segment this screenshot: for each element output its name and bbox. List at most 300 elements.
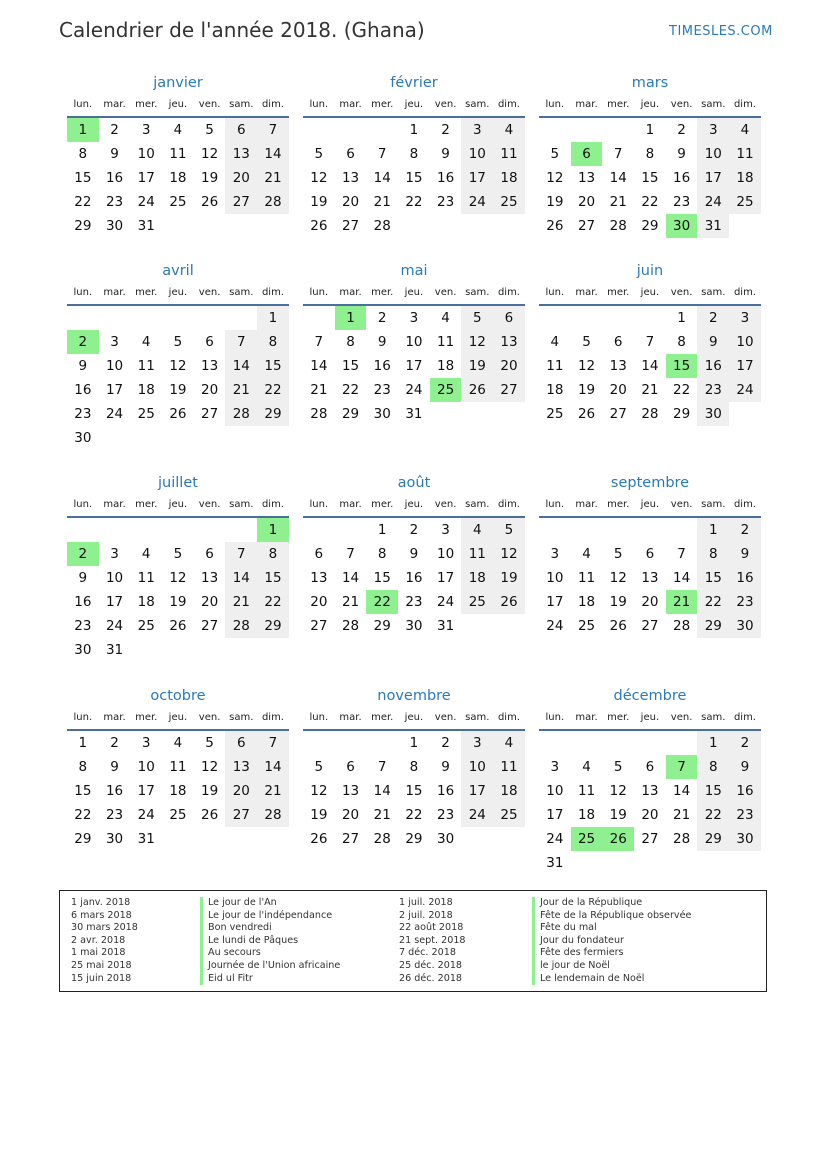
day-cell: 30 xyxy=(105,831,124,847)
day-cell: 3 xyxy=(461,118,493,142)
legend-holiday-name: Fête des fermiers xyxy=(532,947,691,960)
weekday-label: sam. xyxy=(701,99,726,110)
day-cell: 3 xyxy=(441,522,450,538)
day-cell: 17 xyxy=(546,594,564,610)
legend-date: 6 mars 2018 xyxy=(71,909,132,921)
week-row xyxy=(539,306,761,330)
day-cell: 10 xyxy=(546,783,564,799)
day-cell: 19 xyxy=(310,194,328,210)
day-cell: 23 xyxy=(74,618,92,634)
week-row xyxy=(67,779,289,803)
week-row xyxy=(67,330,289,354)
day-cell: 26 xyxy=(169,618,187,634)
day-cell: 3 xyxy=(141,122,151,138)
empty-day-cell xyxy=(729,214,761,238)
weekday-label: lun. xyxy=(545,99,565,110)
day-cell: 23 xyxy=(673,194,691,210)
day-cell: 19 xyxy=(201,783,219,799)
day-cell: 15 xyxy=(666,354,698,378)
weekday-label: ven. xyxy=(434,712,457,723)
weekday-label: sam. xyxy=(465,287,490,298)
day-cell: 2 xyxy=(67,330,99,354)
day-cell: 5 xyxy=(550,146,560,162)
day-cell: 28 xyxy=(673,831,691,847)
empty-day-cell xyxy=(697,851,729,875)
day-cell: 30 xyxy=(666,214,698,238)
day-cell: 13 xyxy=(225,142,257,166)
day-cell: 10 xyxy=(546,570,564,586)
day-cell: 18 xyxy=(729,166,761,190)
day-cell: 27 xyxy=(341,218,360,234)
day-cell: 26 xyxy=(602,827,634,851)
day-cell: 21 xyxy=(609,194,627,210)
empty-day-cell xyxy=(67,306,99,330)
day-cell: 28 xyxy=(373,831,391,847)
weekday-label: mar. xyxy=(339,99,362,110)
weekday-label: dim. xyxy=(733,287,756,298)
empty-day-cell xyxy=(162,306,194,330)
day-cell: 27 xyxy=(577,218,596,234)
day-cell: 4 xyxy=(141,546,151,562)
legend-holiday-name: Bon vendredi xyxy=(200,922,340,935)
page-title: Calendrier de l'année 2018. (Ghana) xyxy=(59,18,425,42)
day-cell: 24 xyxy=(405,382,423,398)
empty-day-cell xyxy=(257,638,289,662)
month-block xyxy=(67,260,289,450)
week-row xyxy=(539,827,761,851)
month-block xyxy=(539,260,761,426)
day-cell: 16 xyxy=(697,354,729,378)
day-cell: 7 xyxy=(666,755,698,779)
week-row xyxy=(303,755,525,779)
day-cell: 24 xyxy=(137,194,155,210)
day-cell: 11 xyxy=(437,334,455,350)
day-cell: 10 xyxy=(105,570,124,586)
empty-day-cell xyxy=(130,306,162,330)
week-row xyxy=(303,518,525,542)
day-cell: 10 xyxy=(461,755,493,779)
day-cell: 7 xyxy=(377,759,387,775)
weekday-label: sam. xyxy=(701,287,726,298)
weekday-label: mer. xyxy=(371,712,394,723)
weekday-label: lun. xyxy=(545,287,565,298)
weekday-label: jeu. xyxy=(168,287,188,298)
empty-day-cell xyxy=(99,306,131,330)
week-row xyxy=(303,779,525,803)
day-cell: 1 xyxy=(697,731,729,755)
day-cell: 5 xyxy=(493,518,525,542)
day-cell: 22 xyxy=(74,807,92,823)
day-cell: 14 xyxy=(373,170,391,186)
month-name: juillet xyxy=(158,475,198,491)
empty-day-cell xyxy=(366,731,398,755)
day-cell: 16 xyxy=(373,358,391,374)
day-cell: 14 xyxy=(373,783,391,799)
empty-day-cell xyxy=(602,851,634,875)
empty-day-cell xyxy=(194,518,226,542)
day-cell: 9 xyxy=(409,546,419,562)
day-cell: 26 xyxy=(493,590,525,614)
day-cell: 11 xyxy=(546,358,564,374)
day-cell: 29 xyxy=(405,831,423,847)
empty-day-cell xyxy=(729,402,761,426)
legend-date: 30 mars 2018 xyxy=(71,922,138,934)
day-cell: 6 xyxy=(493,306,525,330)
day-cell: 27 xyxy=(201,406,219,422)
weekday-label: jeu. xyxy=(404,99,424,110)
weekday-label: dim. xyxy=(497,99,520,110)
day-cell: 27 xyxy=(310,618,328,634)
day-cell: 21 xyxy=(666,590,698,614)
day-cell: 4 xyxy=(729,118,761,142)
day-cell: 18 xyxy=(577,807,596,823)
day-cell: 12 xyxy=(461,330,493,354)
empty-day-cell xyxy=(257,827,289,851)
day-cell: 27 xyxy=(641,831,659,847)
week-row xyxy=(67,755,289,779)
day-cell: 2 xyxy=(729,518,761,542)
day-cell: 29 xyxy=(673,406,691,422)
week-row xyxy=(67,142,289,166)
day-cell: 9 xyxy=(441,759,450,775)
day-cell: 14 xyxy=(673,783,691,799)
day-cell: 18 xyxy=(437,358,455,374)
day-cell: 28 xyxy=(609,218,627,234)
empty-day-cell xyxy=(225,426,257,450)
empty-day-cell xyxy=(430,214,462,238)
month-block xyxy=(67,685,289,851)
day-cell: 29 xyxy=(257,614,289,638)
day-cell: 8 xyxy=(78,759,88,775)
legend-date: 2 avr. 2018 xyxy=(71,934,126,946)
day-cell: 23 xyxy=(373,382,391,398)
day-cell: 10 xyxy=(137,759,155,775)
weekday-label: dim. xyxy=(261,99,284,110)
day-cell: 5 xyxy=(314,759,324,775)
day-cell: 12 xyxy=(310,170,328,186)
day-cell: 13 xyxy=(201,570,219,586)
weekday-label: jeu. xyxy=(640,499,660,510)
weekday-label: mar. xyxy=(103,287,126,298)
empty-day-cell xyxy=(335,118,367,142)
day-cell: 6 xyxy=(314,546,324,562)
day-cell: 1 xyxy=(409,735,419,751)
empty-day-cell xyxy=(303,731,335,755)
weekday-header xyxy=(303,94,525,118)
day-cell: 19 xyxy=(577,382,596,398)
day-cell: 5 xyxy=(173,334,183,350)
day-cell: 22 xyxy=(74,194,92,210)
day-cell: 10 xyxy=(405,334,423,350)
day-cell: 19 xyxy=(493,566,525,590)
week-row xyxy=(67,731,289,755)
day-cell: 29 xyxy=(641,218,659,234)
empty-day-cell xyxy=(602,118,634,142)
weekday-header xyxy=(303,494,525,518)
day-cell: 22 xyxy=(641,194,659,210)
day-cell: 16 xyxy=(74,594,92,610)
week-row xyxy=(303,542,525,566)
week-row xyxy=(539,214,761,238)
day-cell: 19 xyxy=(310,807,328,823)
weekday-label: dim. xyxy=(733,712,756,723)
brand-link[interactable]: TIMESLES.COM xyxy=(669,24,773,39)
week-row xyxy=(303,354,525,378)
weekday-label: sam. xyxy=(465,99,490,110)
day-cell: 24 xyxy=(546,831,564,847)
weekday-label: ven. xyxy=(670,712,693,723)
legend-date: 21 sept. 2018 xyxy=(399,934,466,946)
day-cell: 31 xyxy=(137,218,155,234)
week-row xyxy=(67,518,289,542)
legend-right-dates xyxy=(399,897,466,985)
legend-holiday-name: Fête de la République observée xyxy=(532,910,691,923)
day-cell: 4 xyxy=(493,731,525,755)
empty-day-cell xyxy=(162,214,194,238)
month-block xyxy=(67,72,289,238)
empty-day-cell xyxy=(430,402,462,426)
week-row xyxy=(67,638,289,662)
day-cell: 15 xyxy=(641,170,659,186)
weekday-label: ven. xyxy=(198,287,221,298)
day-cell: 6 xyxy=(346,759,355,775)
weekday-label: lun. xyxy=(73,499,93,510)
day-cell: 7 xyxy=(257,118,289,142)
empty-day-cell xyxy=(461,402,493,426)
day-cell: 20 xyxy=(341,807,360,823)
weekday-label: lun. xyxy=(309,287,329,298)
day-cell: 8 xyxy=(257,330,289,354)
empty-day-cell xyxy=(493,402,525,426)
day-cell: 18 xyxy=(493,166,525,190)
day-cell: 12 xyxy=(546,170,564,186)
legend-date: 2 juil. 2018 xyxy=(399,909,453,921)
legend-date: 15 juin 2018 xyxy=(71,972,132,984)
day-cell: 6 xyxy=(613,334,623,350)
week-row xyxy=(67,118,289,142)
weekday-label: dim. xyxy=(261,287,284,298)
day-cell: 15 xyxy=(405,783,423,799)
week-row xyxy=(303,142,525,166)
week-row xyxy=(539,851,761,875)
weekday-header xyxy=(67,707,289,731)
day-cell: 1 xyxy=(257,306,289,330)
day-cell: 14 xyxy=(225,354,257,378)
weekday-label: sam. xyxy=(701,712,726,723)
empty-day-cell xyxy=(461,614,493,638)
day-cell: 1 xyxy=(697,518,729,542)
legend-holiday-name: Le jour de l'indépendance xyxy=(200,910,340,923)
day-cell: 3 xyxy=(409,310,419,326)
day-cell: 5 xyxy=(613,759,623,775)
day-cell: 21 xyxy=(225,378,257,402)
day-cell: 15 xyxy=(74,170,92,186)
legend-date: 1 mai 2018 xyxy=(71,947,126,959)
empty-day-cell xyxy=(130,518,162,542)
week-row xyxy=(67,378,289,402)
week-row xyxy=(67,542,289,566)
weekday-label: mer. xyxy=(371,499,394,510)
week-row xyxy=(539,142,761,166)
day-cell: 8 xyxy=(409,146,419,162)
week-row xyxy=(539,518,761,542)
day-cell: 18 xyxy=(493,779,525,803)
day-cell: 15 xyxy=(405,170,423,186)
day-cell: 4 xyxy=(493,118,525,142)
legend-holiday-name: Le lundi de Pâques xyxy=(200,935,340,948)
day-cell: 1 xyxy=(645,122,655,138)
day-cell: 23 xyxy=(437,807,455,823)
empty-day-cell xyxy=(634,306,666,330)
day-cell: 27 xyxy=(641,618,659,634)
day-cell: 28 xyxy=(257,190,289,214)
day-cell: 9 xyxy=(729,542,761,566)
empty-day-cell xyxy=(303,306,335,330)
day-cell: 10 xyxy=(437,546,455,562)
day-cell: 30 xyxy=(729,827,761,851)
day-cell: 13 xyxy=(609,358,627,374)
week-row xyxy=(67,803,289,827)
weekday-label: jeu. xyxy=(404,499,424,510)
day-cell: 17 xyxy=(697,166,729,190)
day-cell: 20 xyxy=(201,382,219,398)
day-cell: 16 xyxy=(405,570,423,586)
weekday-label: lun. xyxy=(73,287,93,298)
weekday-label: mar. xyxy=(575,99,598,110)
day-cell: 20 xyxy=(641,594,659,610)
day-cell: 24 xyxy=(437,594,455,610)
day-cell: 29 xyxy=(74,831,92,847)
day-cell: 5 xyxy=(205,122,214,138)
day-cell: 26 xyxy=(577,406,596,422)
day-cell: 9 xyxy=(441,146,450,162)
empty-day-cell xyxy=(539,118,571,142)
day-cell: 2 xyxy=(110,122,119,138)
day-cell: 4 xyxy=(141,334,151,350)
day-cell: 8 xyxy=(78,146,88,162)
empty-day-cell xyxy=(461,827,493,851)
day-cell: 16 xyxy=(729,779,761,803)
day-cell: 11 xyxy=(729,142,761,166)
empty-day-cell xyxy=(634,518,666,542)
day-cell: 22 xyxy=(697,590,729,614)
day-cell: 28 xyxy=(641,406,659,422)
day-cell: 23 xyxy=(74,406,92,422)
day-cell: 23 xyxy=(729,803,761,827)
day-cell: 7 xyxy=(314,334,324,350)
day-cell: 25 xyxy=(430,378,462,402)
day-cell: 8 xyxy=(257,542,289,566)
day-cell: 12 xyxy=(201,759,219,775)
legend-holiday-name: le jour de Noël xyxy=(532,960,691,973)
week-row xyxy=(303,566,525,590)
day-cell: 25 xyxy=(493,190,525,214)
legend-date: 25 déc. 2018 xyxy=(399,959,463,971)
month-name: octobre xyxy=(150,688,206,704)
day-cell: 16 xyxy=(74,382,92,398)
day-cell: 25 xyxy=(137,618,155,634)
empty-day-cell xyxy=(666,518,698,542)
day-cell: 25 xyxy=(493,803,525,827)
week-row xyxy=(539,118,761,142)
weekday-label: sam. xyxy=(229,99,254,110)
day-cell: 8 xyxy=(645,146,655,162)
day-cell: 24 xyxy=(105,406,124,422)
day-cell: 7 xyxy=(645,334,655,350)
weekday-label: ven. xyxy=(434,287,457,298)
day-cell: 11 xyxy=(137,358,155,374)
weekday-label: jeu. xyxy=(404,287,424,298)
day-cell: 30 xyxy=(74,642,92,658)
week-row xyxy=(303,306,525,330)
empty-day-cell xyxy=(539,518,571,542)
day-cell: 2 xyxy=(677,122,686,138)
day-cell: 27 xyxy=(341,831,360,847)
weekday-label: mer. xyxy=(607,287,630,298)
weekday-label: sam. xyxy=(229,287,254,298)
weekday-label: mer. xyxy=(135,712,158,723)
day-cell: 15 xyxy=(341,358,360,374)
month-block xyxy=(303,72,525,238)
weekday-label: mer. xyxy=(607,99,630,110)
weekday-label: ven. xyxy=(670,499,693,510)
week-row xyxy=(539,330,761,354)
day-cell: 13 xyxy=(310,570,328,586)
empty-day-cell xyxy=(303,118,335,142)
month-name: janvier xyxy=(153,75,203,91)
day-cell: 30 xyxy=(437,831,455,847)
empty-day-cell xyxy=(571,118,603,142)
empty-day-cell xyxy=(398,214,430,238)
day-cell: 9 xyxy=(110,146,119,162)
weekday-label: jeu. xyxy=(168,499,188,510)
day-cell: 6 xyxy=(346,146,355,162)
day-cell: 29 xyxy=(257,402,289,426)
weekday-label: lun. xyxy=(545,712,565,723)
day-cell: 12 xyxy=(169,358,187,374)
weekday-label: ven. xyxy=(434,499,457,510)
day-cell: 4 xyxy=(582,759,591,775)
day-cell: 11 xyxy=(461,542,493,566)
day-cell: 13 xyxy=(641,783,659,799)
day-cell: 25 xyxy=(169,807,187,823)
day-cell: 22 xyxy=(405,194,423,210)
week-row xyxy=(67,566,289,590)
day-cell: 11 xyxy=(577,783,596,799)
week-row xyxy=(303,803,525,827)
day-cell: 27 xyxy=(225,803,257,827)
day-cell: 17 xyxy=(137,170,155,186)
empty-day-cell xyxy=(303,518,335,542)
weekday-label: lun. xyxy=(545,499,565,510)
day-cell: 19 xyxy=(609,594,627,610)
weekday-label: lun. xyxy=(309,99,329,110)
day-cell: 20 xyxy=(609,382,627,398)
day-cell: 17 xyxy=(437,570,455,586)
month-block xyxy=(539,72,761,238)
weekday-label: sam. xyxy=(229,712,254,723)
day-cell: 9 xyxy=(110,759,119,775)
day-cell: 23 xyxy=(105,807,124,823)
week-row xyxy=(539,542,761,566)
day-cell: 8 xyxy=(697,542,729,566)
empty-day-cell xyxy=(602,518,634,542)
day-cell: 31 xyxy=(137,831,155,847)
day-cell: 18 xyxy=(577,594,596,610)
day-cell: 18 xyxy=(137,594,155,610)
week-row xyxy=(303,614,525,638)
empty-day-cell xyxy=(162,426,194,450)
